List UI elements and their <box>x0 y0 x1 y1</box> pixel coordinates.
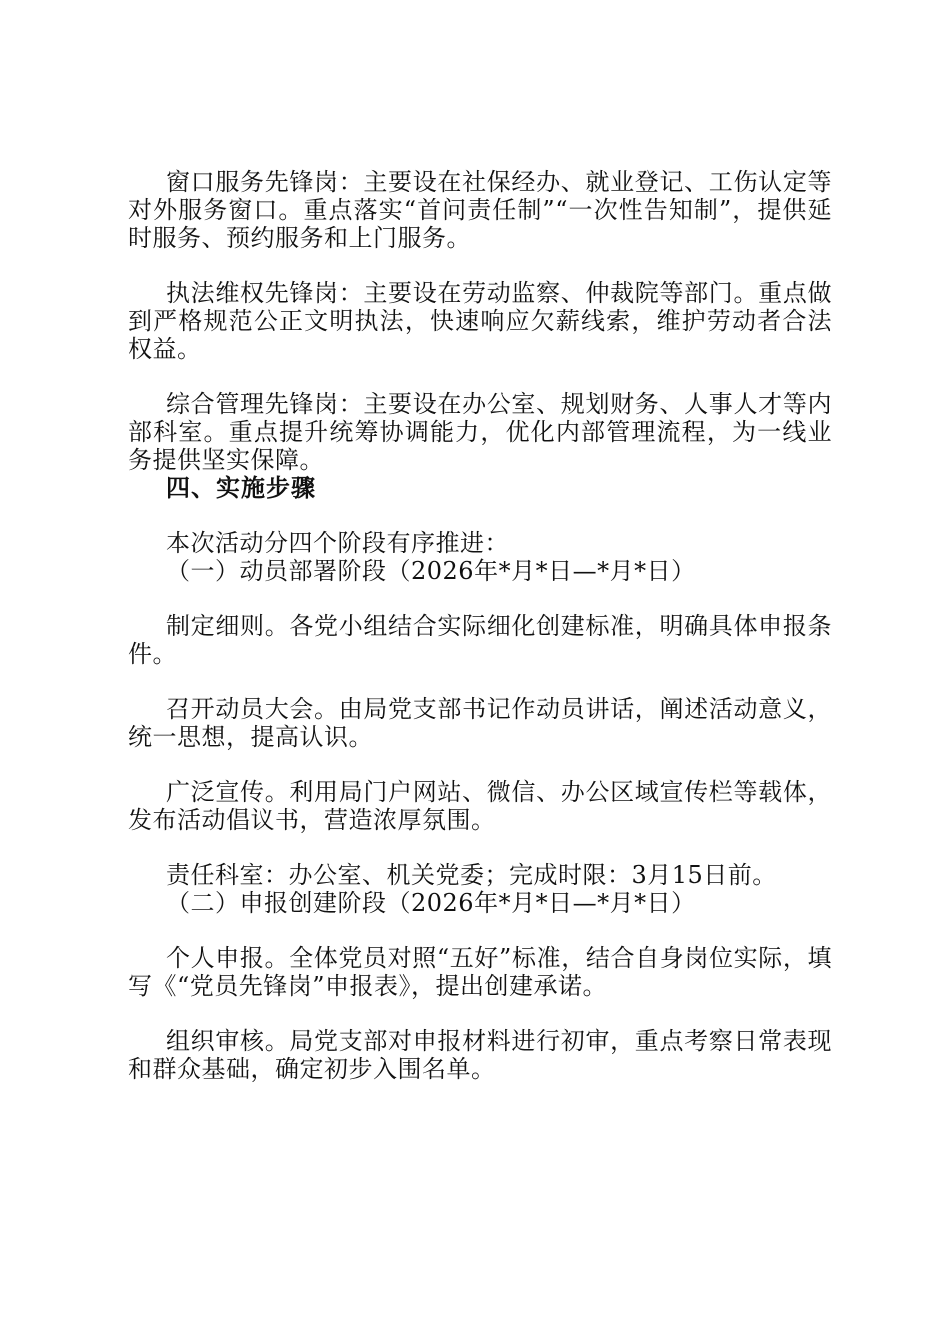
paragraph-responsibility: 责任科室：办公室、机关党委；完成时限：3月15日前。 <box>166 861 777 889</box>
paragraph-publicity: 广泛宣传。利用局门户网站、微信、办公区域宣传栏等载体，发布活动倡议书，营造浓厚氛围。 <box>128 778 832 834</box>
document-body <box>128 168 832 1083</box>
paragraph-personal-application: 个人申报。全体党员对照“五好”标准，结合自身岗位实际，填写《“党员先锋岗”申报表》，提出创建承诺。 <box>128 944 832 1000</box>
paragraph-mobilization-meeting: 召开动员大会。由局党支部书记作动员讲话，阐述活动意义，统一思想，提高认识。 <box>128 695 832 751</box>
paragraph-law-enforcement: 执法维权先锋岗：主要设在劳动监察、仲裁院等部门。重点做到严格规范公正文明执法，快速响应欠薪线索，维护劳动者合法权益。 <box>128 279 832 363</box>
paragraph-general-management: 综合管理先锋岗：主要设在办公室、规划财务、人事人才等内部科室。重点提升统筹协调能力，优化内部管理流程，为一线业务提供坚实保障。 <box>128 390 832 474</box>
paragraph-review: 组织审核。局党支部对申报材料进行初审，重点考察日常表现和群众基础，确定初步入围名单。 <box>128 1027 832 1083</box>
paragraph-window-service: 窗口服务先锋岗：主要设在社保经办、就业登记、工伤认定等对外服务窗口。重点落实“首问责任制”“一次性告知制”，提供延时服务、预约服务和上门服务。 <box>128 168 832 252</box>
subheading-stage-one: （一）动员部署阶段（2026年*月*日—*月*日） <box>166 557 696 585</box>
section-heading-implementation: 四、实施步骤 <box>166 474 316 502</box>
paragraph-stages-intro: 本次活动分四个阶段有序推进： <box>166 529 509 557</box>
paragraph-rules: 制定细则。各党小组结合实际细化创建标准，明确具体申报条件。 <box>128 612 832 668</box>
subheading-stage-two: （二）申报创建阶段（2026年*月*日—*月*日） <box>166 889 696 917</box>
